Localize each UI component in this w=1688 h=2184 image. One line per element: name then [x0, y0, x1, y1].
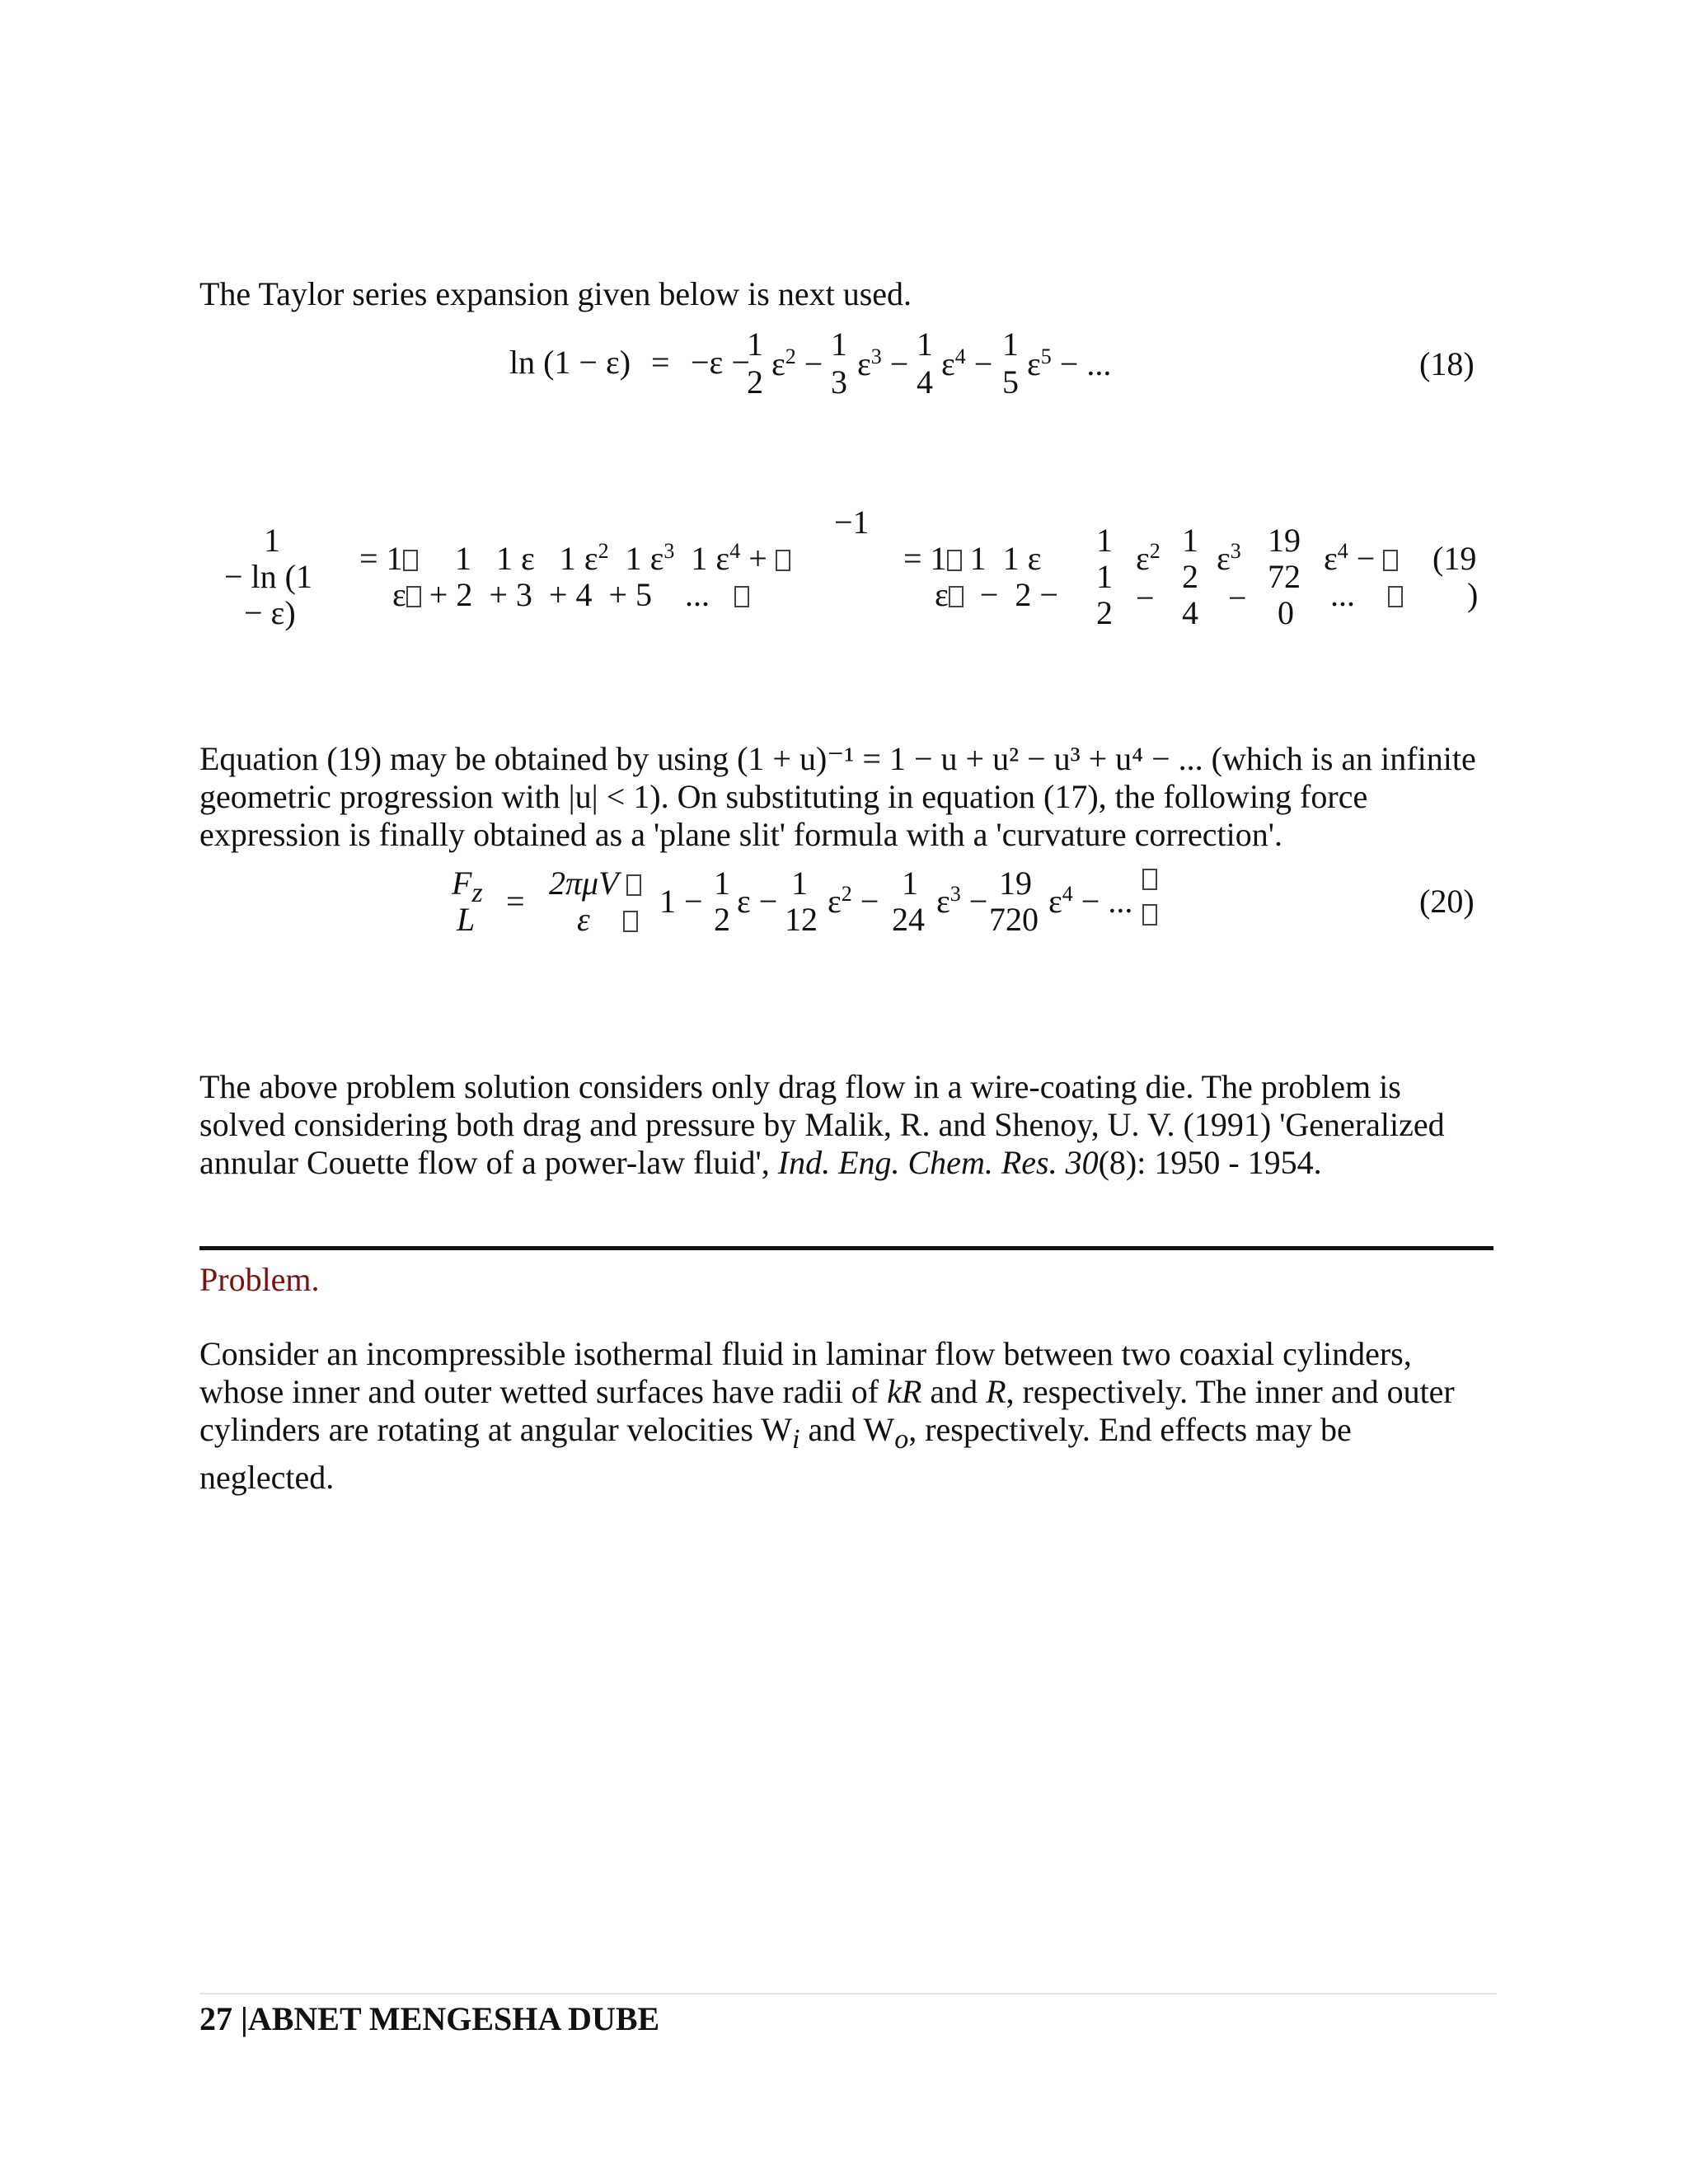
eq19-number-1: (19	[1432, 540, 1477, 577]
eq18-term1: $\varepsilon^2$ −	[771, 344, 823, 382]
section-divider	[199, 1246, 1493, 1250]
footer-divider	[199, 1993, 1497, 1994]
eq19-number-2: )	[1467, 576, 1479, 613]
eq19-dash-b: −	[1228, 579, 1247, 616]
eq19-col1-3: 2	[1096, 594, 1113, 631]
eq18-term2: $\varepsilon^3$ −	[857, 344, 909, 382]
intro-text: The Taylor series expansion given below is next used.	[199, 275, 912, 312]
bracket-glyph	[1388, 586, 1403, 607]
paragraph-line: cylinders are rotating at angular velocities $W_i$ and $W_o$, respectively. End effects may be	[199, 1411, 1352, 1455]
eq20-one: 1 −	[659, 883, 703, 920]
paragraph-line: solved considering both drag and pressure by Malik, R. and Shenoy, U. V. (1991) 'Generalized	[199, 1106, 1445, 1143]
eq19-col1-2: 1	[1096, 558, 1113, 595]
eq20-bracket-right	[1142, 869, 1157, 928]
eq19-eps2: $\varepsilon^2$	[1136, 539, 1160, 577]
eq19-part2-row2: ε − 2 −	[935, 576, 1058, 613]
eq18-frac4-den: 5	[1002, 363, 1019, 401]
eq20-t4-tail: $\varepsilon^4$ − ...	[1048, 882, 1133, 920]
eq19-part2-top: = 1 1 1 ε	[903, 540, 1042, 577]
eq19-part1-row2: ε + 2 + 3 + 4 + 5 ...	[392, 577, 749, 613]
eq18-frac2-den: 3	[831, 363, 847, 401]
bracket-glyph	[1142, 904, 1157, 926]
eq19-eps4: $\varepsilon^4$ −	[1324, 541, 1398, 577]
paragraph-line: geometric progression with |u| < 1). On substituting in equation (17), the following force	[199, 778, 1368, 815]
eq20-number: (20)	[1419, 883, 1475, 920]
problem-heading: Problem.	[199, 1261, 320, 1298]
eq19-eps3: $\varepsilon^3$	[1217, 539, 1241, 577]
paragraph-line: annular Couette flow of a power-law fluid', Ind. Eng. Chem. Res. 30(8): 1950 - 1954.	[199, 1144, 1322, 1181]
eq20-t3-num: 1	[902, 865, 918, 902]
eq18-term4: $\varepsilon^5$ − ...	[1027, 344, 1112, 382]
eq19-dots: ...	[1330, 577, 1403, 613]
eq18-lhs: ln (1 − ε)	[509, 344, 631, 381]
eq20-t2-num: 1	[791, 865, 808, 902]
eq20-t4-num: 19	[999, 865, 1032, 902]
eq18-number: (18)	[1419, 345, 1475, 382]
paragraph-equation-19	[199, 740, 1518, 854]
eq19-part1-top: = 1	[359, 541, 418, 577]
bracket-glyph	[1383, 550, 1398, 571]
eq20-coef-den: ε	[577, 902, 638, 938]
eq20-equals: =	[506, 883, 525, 920]
bracket-glyph	[949, 586, 964, 607]
eq19-exponent: −1	[834, 504, 870, 541]
eq19-col2-1: 1	[1182, 522, 1198, 559]
bracket-glyph	[406, 586, 421, 607]
paragraph-line: neglected.	[199, 1459, 335, 1496]
eq20-t2-den: 12	[785, 901, 818, 938]
eq19-lhs-den-2: − ε)	[244, 594, 296, 631]
eq18-lead: −ε −	[691, 344, 750, 381]
eq18-frac1-num: 1	[747, 326, 763, 363]
eq20-coef-num: 2πμV	[549, 865, 641, 902]
eq19-lhs-den-1: − ln (1	[224, 558, 312, 595]
eq20-t1-num: 1	[714, 865, 730, 902]
eq19-col2-2: 2	[1182, 558, 1198, 595]
bracket-glyph	[626, 874, 641, 896]
paragraph-line: The above problem solution considers only drag flow in a wire-coating die. The problem is	[199, 1068, 1401, 1105]
eq19-lhs-num: 1	[264, 522, 280, 559]
eq20-t3-tail: $\varepsilon^3$ −	[936, 882, 988, 920]
paragraph-line: whose inner and outer wetted surfaces have radii of kR and R, respectively. The inner and outer	[199, 1373, 1455, 1410]
paragraph-drag-flow	[199, 1068, 1518, 1182]
paragraph-line: expression is finally obtained as a 'plane slit' formula with a 'curvature correction'.	[199, 816, 1282, 853]
bracket-glyph	[776, 550, 790, 571]
bracket-glyph	[403, 550, 418, 571]
eq20-lhs-den: L	[457, 901, 476, 938]
eq20-lhs-num: $F_z$	[452, 865, 483, 908]
citation-italic: Ind. Eng. Chem. Res. 30	[777, 1144, 1099, 1181]
bracket-glyph	[1142, 869, 1157, 890]
eq20-t1-tail: ε −	[737, 883, 778, 920]
eq20-t1-den: 2	[714, 901, 730, 938]
bracket-glyph	[947, 550, 962, 571]
eq18-frac3-den: 4	[917, 363, 933, 401]
eq19-col3-2: 72	[1268, 558, 1301, 595]
eq18-frac1-den: 2	[747, 363, 763, 401]
paragraph-line: Equation (19) may be obtained by using (1 + u)⁻¹ = 1 − u + u² − u³ + u⁴ − ... (which is an infinite	[199, 740, 1476, 777]
eq19-dash-a: −	[1136, 579, 1155, 616]
eq19-col2-3: 4	[1182, 594, 1198, 631]
page-footer: 27 |ABNET MENGESHA DUBE	[199, 2000, 660, 2037]
paragraph-line: Consider an incompressible isothermal fluid in laminar flow between two coaxial cylinders,	[199, 1335, 1412, 1372]
eq18-frac4-num: 1	[1002, 326, 1019, 363]
eq18-frac3-num: 1	[917, 326, 933, 363]
eq18-frac2-num: 1	[831, 326, 847, 363]
eq19-col3-1: 19	[1268, 522, 1301, 559]
bracket-glyph	[623, 911, 638, 932]
paragraph-problem	[199, 1335, 1518, 1497]
eq20-t3-den: 24	[892, 901, 925, 938]
eq20-t2-tail: $\varepsilon^2$ −	[828, 882, 879, 920]
eq19-part1-row1: 1 1 ε 1 $\varepsilon^2$ 1 $\varepsilon^3$ 1 $\varepsilon^4$ +	[455, 541, 790, 577]
eq20-t4-den: 720	[989, 901, 1039, 938]
bracket-glyph	[734, 586, 749, 607]
eq18-equals: =	[651, 344, 670, 381]
eq19-col3-3: 0	[1278, 594, 1294, 631]
eq18-term3: $\varepsilon^4$ −	[941, 344, 993, 382]
eq19-col1-1: 1	[1096, 522, 1113, 559]
